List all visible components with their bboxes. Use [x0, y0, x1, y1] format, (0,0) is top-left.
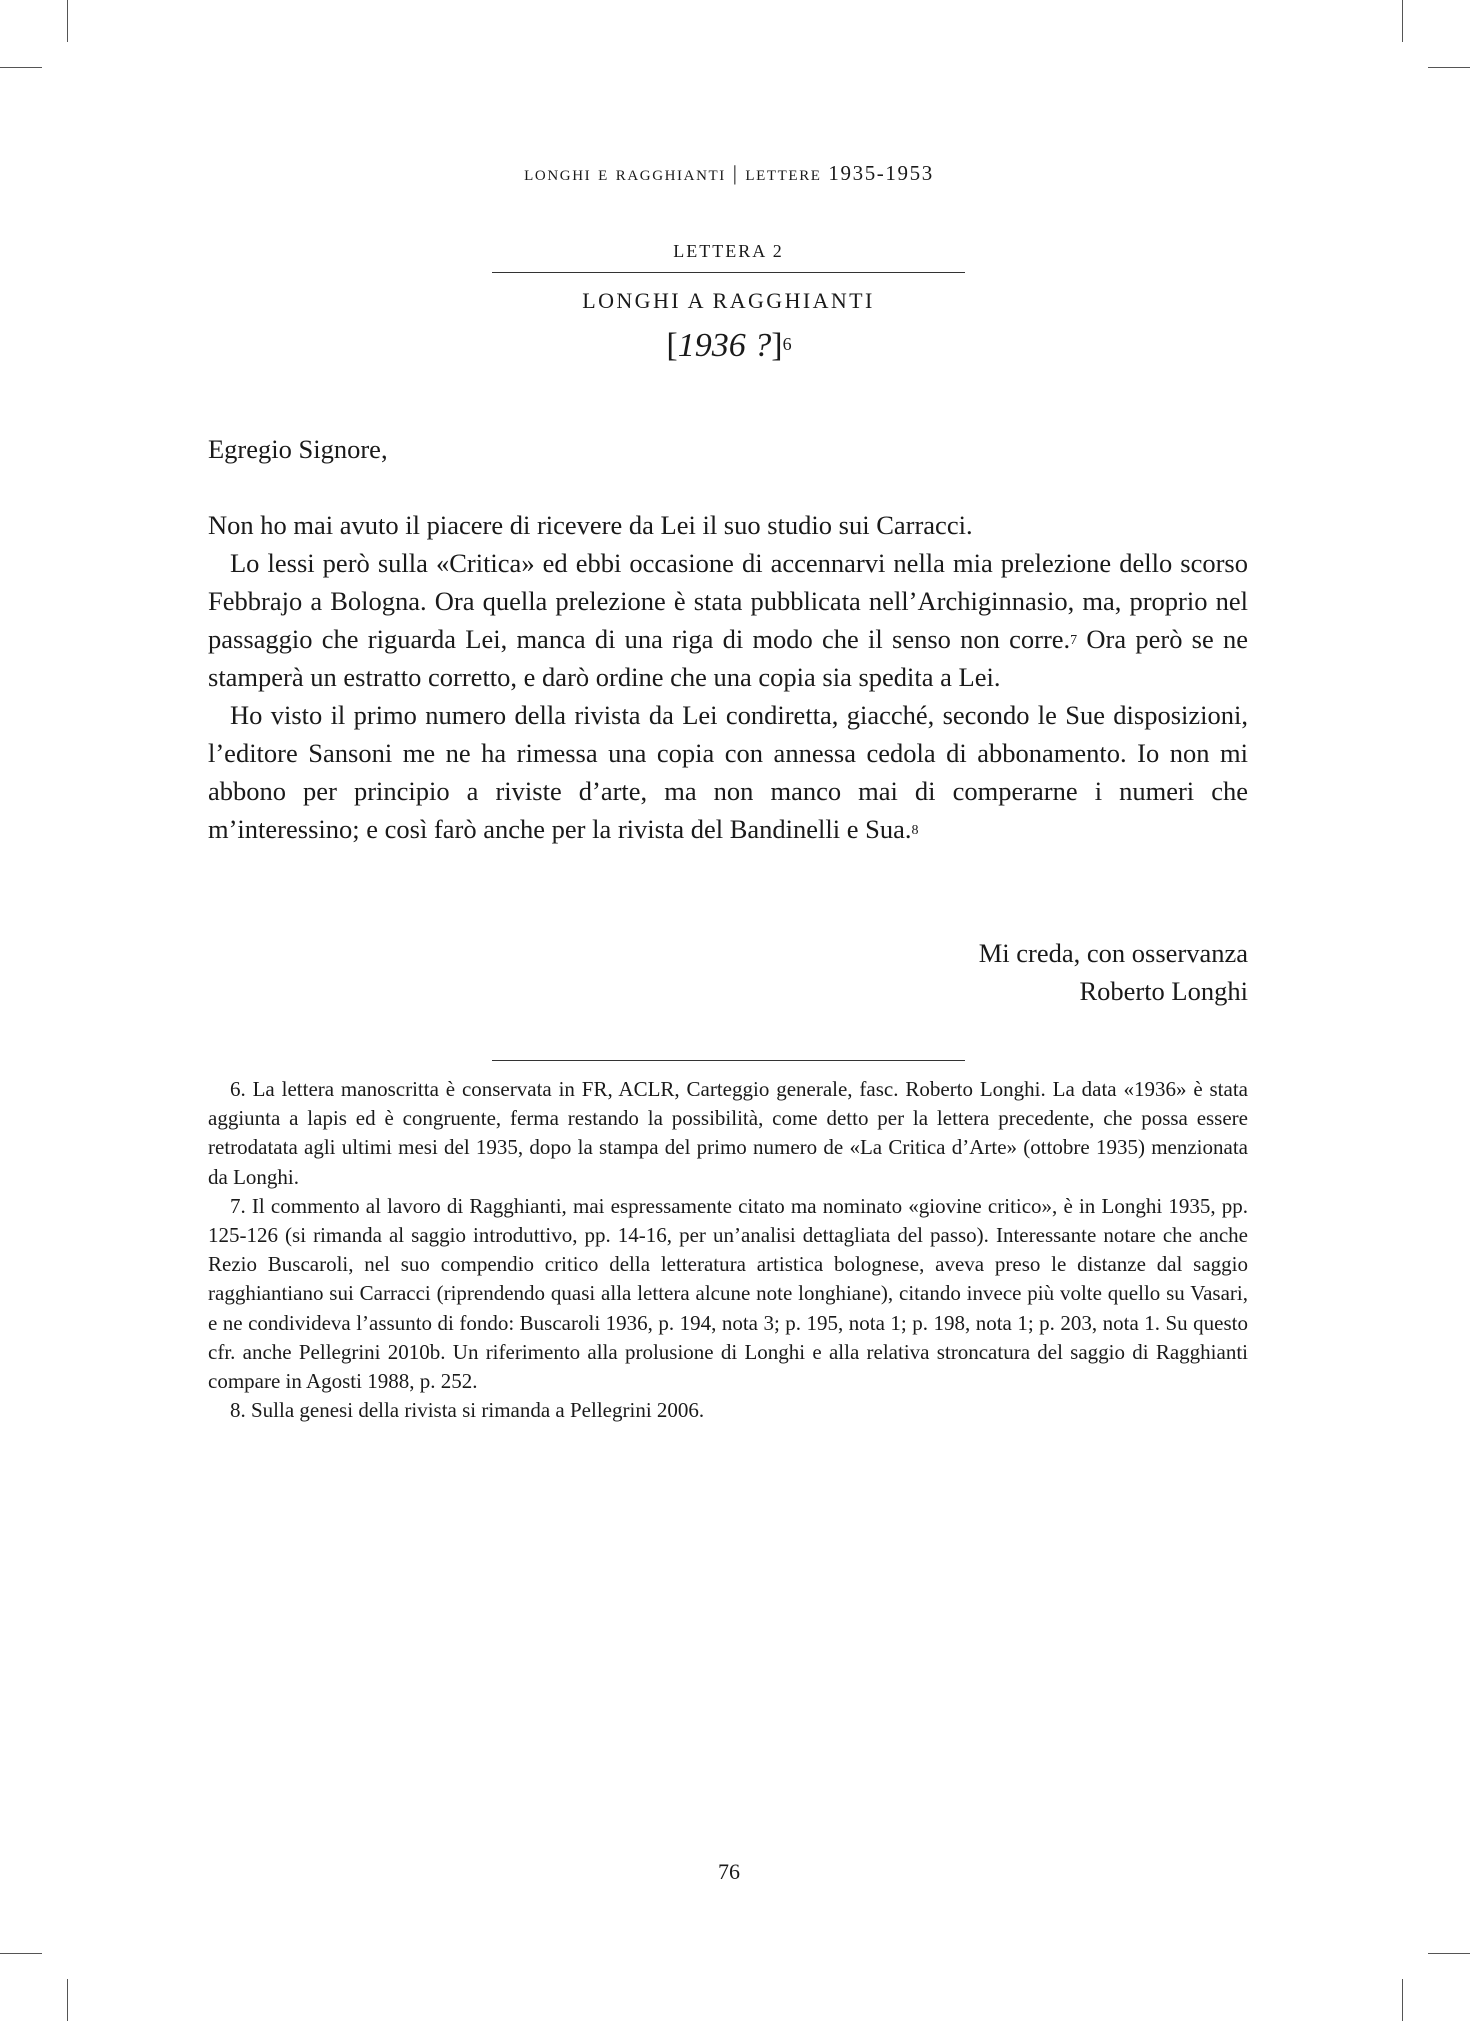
footnote-separator: [492, 1060, 965, 1061]
paragraph-3: [208, 696, 1248, 848]
paragraph-2-text-a: Lo lessi però sulla «Critica» ed ebbi occasione di accennarvi nella mia prelezione dello scorso Febbrajo a Bologna. Ora quella prelezione è stata pubblicata nell’Archiginnasio, ma, proprio nel passaggio che riguarda Lei, manca di una riga di modo che il senso non corre.: [208, 548, 1248, 654]
footnote-6: 6. La lettera manoscritta è conservata in FR, ACLR, Carteggio generale, fasc. Roberto Longhi. La data «1936» è stata aggiunta a lapis ed è congruente, ferma restando la possibilità, come detto per la lettera precedente, che possa essere retrodatata agli ultimi mesi del 1935, dopo la stampa del primo numero de «La Critica d’Arte» (ottobre 1935) menzionata da Longhi.: [208, 1077, 1248, 1189]
crop-mark-bottom-left-v: [67, 1979, 68, 2021]
date-close-bracket: ]: [771, 327, 783, 364]
letter-number-rule: [492, 272, 965, 273]
paragraph-2: [208, 544, 1248, 696]
paragraph-3-text: Ho visto il primo numero della rivista da Lei condiretta, giacché, secondo le Sue disposizioni, l’editore Sansoni me ne ha rimessa una copia con annessa cedola di abbonamento. Io non mi abbono per principio a riviste d’arte, ma non manco mai di comperarne i numeri che m’interessino; e così farò anche per la rivista del Bandinelli e Sua.: [208, 700, 1248, 844]
page-number: 76: [718, 1859, 740, 1884]
salutation: Egregio Signore,: [208, 434, 388, 464]
crop-mark-bottom-left-h: [0, 1953, 42, 1954]
crop-mark-top-right-v: [1402, 0, 1403, 42]
paragraph-1-text: Non ho mai avuto il piacere di ricevere da Lei il suo studio sui Carracci.: [208, 510, 973, 540]
footnote-ref-6[interactable]: 6: [782, 334, 792, 354]
crop-mark-top-right-h: [1428, 67, 1470, 68]
signature: Roberto Longhi: [1079, 976, 1248, 1006]
crop-mark-bottom-right-h: [1428, 1953, 1470, 1954]
footnote-ref-7[interactable]: 7: [1070, 633, 1078, 648]
date-value: 1936 ?: [677, 327, 772, 364]
footnote-8: 8. Sulla genesi della rivista si rimanda a Pellegrini 2006.: [230, 1398, 705, 1423]
letter-date: [0, 326, 1458, 366]
letter-number: LETTERA 2: [673, 241, 784, 261]
crop-mark-top-left-h: [0, 67, 42, 68]
crop-mark-top-left-v: [67, 0, 68, 42]
paragraph-2-text-b: Ora però se ne stamperà un estratto corretto, e darò ordine che una copia sia spedita a Lei.: [208, 624, 1249, 692]
letter-title: LONGHI A RAGGHIANTI: [582, 288, 875, 313]
paragraph-1: [208, 506, 1248, 544]
date-open-bracket: [: [666, 327, 678, 364]
footnote-ref-8[interactable]: 8: [911, 823, 919, 838]
closing-formula: Mi creda, con osservanza: [978, 938, 1248, 968]
footnotes: [208, 1075, 1248, 1425]
closing: [979, 934, 1248, 1010]
crop-mark-bottom-right-v: [1402, 1979, 1403, 2021]
footnote-7: 7. Il commento al lavoro di Ragghianti, mai espressamente citato ma nominato «giovine critico», è in Longhi 1935, pp. 125-126 (si rimanda al saggio introduttivo, pp. 14-16, per un’analisi dettagliata del passo). Interessante notare che anche Rezio Buscaroli, nel suo compendio critico della letteratura artistica bolognese, aveva preso le distanze dal saggio ragghiantiano sui Carracci (riprendendo quasi alla lettera alcune note longhiane), citando invece più volte quello su Vasari, e ne condivideva l’assunto di fondo: Buscaroli 1936, p. 194, nota 3; p. 195, nota 1; p. 198, nota 1; p. 203, nota 1. Su questo cfr. anche Pellegrini 2010b. Un riferimento alla prolusione di Longhi e alla relativa stroncatura del saggio di Ragghianti compare in Agosti 1988, p. 252.: [208, 1193, 1248, 1394]
letter-body: [208, 506, 1248, 848]
running-head: longhi e ragghianti | lettere 1935-1953: [524, 161, 934, 185]
